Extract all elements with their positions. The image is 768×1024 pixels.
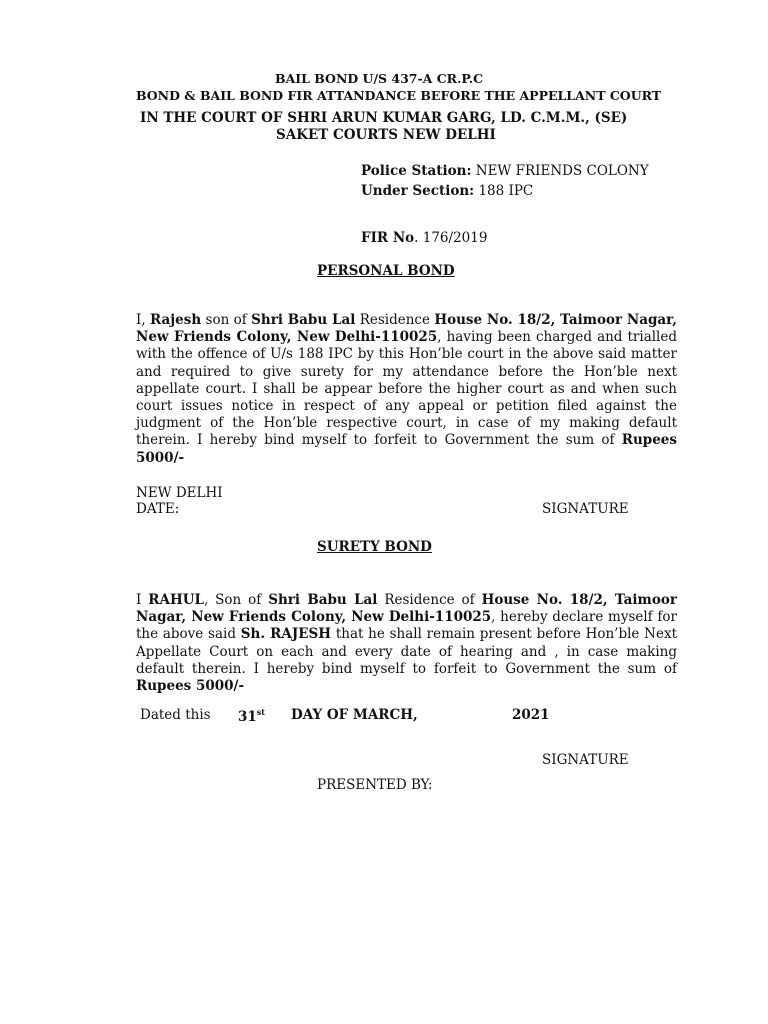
text-span: I,: [136, 312, 150, 328]
dated-label: Dated this: [140, 707, 211, 723]
text-span: , having been charged and trialled with the offence of U/s 188 IPC by this Hon’ble court in the above said matter and required to give surety for my attendance before the Hon’ble next appellate court. I shall be appear before the higher court as and when such court issues notice in respect of any appeal or petition filed against the judgment of the Hon’ble respective court, in case of my making default therein. I hereby bind myself to forfeit to Government the sum of: [136, 329, 678, 449]
accused-name: Sh. RAJESH: [240, 626, 332, 643]
presented-by: PRESENTED BY:: [317, 777, 433, 793]
personal-bond-title: [317, 263, 455, 279]
header-line-1: BAIL BOND U/S 437-A CR.P.C: [275, 71, 484, 86]
year: 2021: [512, 707, 550, 723]
address: House No. 18/2, Taimoor Nagar, New Friends Colony, New Delhi-110025: [136, 312, 678, 346]
surety-bond-text: [136, 592, 677, 695]
under-section: [361, 183, 533, 199]
court-location: SAKET COURTS NEW DELHI: [276, 127, 496, 143]
text-span: that he shall remain present before Hon’ble Next Appellate Court on each and every date of hearing and , in case making default therein. I hereby bind myself to forfeit to Government the sum of: [136, 626, 677, 677]
day-of-month: DAY OF MARCH,: [291, 707, 418, 723]
text-span: Residence: [355, 312, 435, 328]
surety-name: RAHUL: [148, 592, 204, 608]
under-section-value: 188 IPC: [474, 183, 534, 199]
surety-bond-title: [317, 539, 432, 555]
personal-bond-text: [136, 312, 677, 467]
header-line-2: BOND & BAIL BOND FIR ATTANDANCE BEFORE THE APPELLANT COURT: [136, 88, 662, 103]
text-span: I: [136, 592, 149, 608]
text-span: Residence of: [377, 592, 482, 608]
place: NEW DELHI: [136, 485, 223, 501]
text-span: , Son of: [203, 592, 269, 608]
police-station-value: NEW FRIENDS COLONY: [471, 163, 649, 179]
fir-value: . 176/2019: [414, 230, 488, 246]
date-label: DATE:: [136, 501, 180, 517]
text-span: , hereby declare myself for the above said: [136, 609, 677, 643]
accused-name: Rajesh: [150, 312, 202, 328]
bond-amount: Rupees 5000/-: [136, 432, 677, 466]
father-name: Shri Babu Lal: [268, 592, 378, 608]
signature-2: SIGNATURE: [542, 752, 629, 768]
text-span: son of: [201, 312, 252, 328]
court-title: IN THE COURT OF SHRI ARUN KUMAR GARG, LD. C.M.M., (SE): [140, 110, 628, 126]
dated-line: [140, 707, 570, 723]
police-station: [361, 163, 649, 179]
fir-number: [361, 230, 487, 246]
father-name: Shri Babu Lal: [251, 312, 356, 328]
signature-1: SIGNATURE: [542, 501, 629, 517]
day: 31st: [238, 707, 265, 725]
under-section-label: Under Section:: [361, 183, 475, 199]
police-station-label: Police Station:: [361, 163, 472, 179]
address: House No. 18/2, Taimoor Nagar, New Friends Colony, New Delhi-110025: [136, 592, 677, 626]
surety-bond-heading: SURETY BOND: [317, 539, 432, 555]
fir-label: FIR No: [361, 230, 415, 246]
personal-bond-heading: PERSONAL BOND: [317, 263, 455, 279]
bond-amount: Rupees 5000/-: [136, 678, 245, 695]
day-suffix: st: [256, 707, 265, 717]
